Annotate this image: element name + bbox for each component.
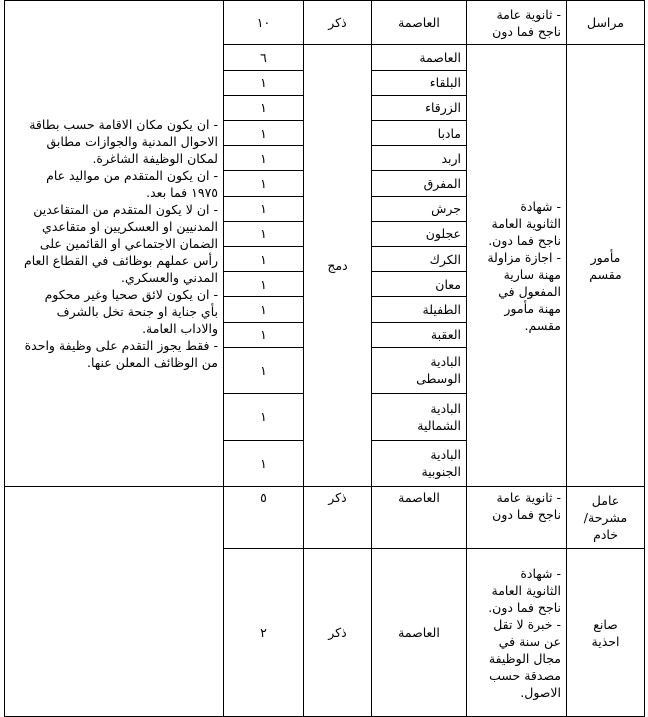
governorate-cell: الزرقاء xyxy=(372,95,467,120)
conditions-empty-cell xyxy=(5,486,224,716)
count-cell: ١ xyxy=(224,120,304,145)
governorate-cell: البادية الشمالية xyxy=(372,394,467,440)
count-cell: ٦ xyxy=(224,45,304,70)
qualification-cell: - شهادة الثانوية العامة ناجح فما دون. - خبرة لا تقل عن سنة في مجال الوظيفة مصدقة حسب الاصول. xyxy=(467,549,567,717)
governorate-cell: البادية الجنوبية xyxy=(372,440,467,486)
count-cell: ١ xyxy=(224,347,304,393)
count-cell: ١ xyxy=(224,196,304,221)
gender-cell: ذكر xyxy=(304,549,372,717)
governorate-cell: العاصمة xyxy=(372,1,467,45)
count-cell: ١ xyxy=(224,272,304,297)
governorate-cell: الطفيلة xyxy=(372,297,467,322)
governorate-cell: معان xyxy=(372,272,467,297)
governorate-cell: البلقاء xyxy=(372,70,467,95)
job-title-cell: مراسل xyxy=(567,1,645,45)
job-title-cell: صانع احذية xyxy=(567,549,645,717)
governorate-cell: عجلون xyxy=(372,221,467,246)
count-cell: ١ xyxy=(224,95,304,120)
count-cell: ١ xyxy=(224,70,304,95)
qualification-cell: - ثانوية عامة ناجح فما دون xyxy=(467,1,567,45)
governorate-cell: العاصمة xyxy=(372,45,467,70)
count-cell: ١ xyxy=(224,146,304,171)
count-cell: ١ xyxy=(224,221,304,246)
job-title-cell: عامل مشرحة/ خادم xyxy=(567,486,645,549)
count-cell: ٢ xyxy=(224,549,304,717)
governorate-cell: البادية الوسطى xyxy=(372,347,467,393)
governorate-cell: العقبة xyxy=(372,322,467,347)
gender-cell: ذكر xyxy=(304,486,372,549)
count-cell: ١٠ xyxy=(224,1,304,45)
governorate-cell: مادبا xyxy=(372,120,467,145)
vacancies-table xyxy=(4,0,645,717)
count-cell: ١ xyxy=(224,440,304,486)
conditions-cell: - ان يكون مكان الاقامة حسب بطاقة الاحوال المدنية والجوازات مطابق لمكان الوظيفة الشاغرة. - ان يكون المتقدم من مواليد عام ١٩٧٥ فما بعد. - ان لا يكون المتقدم من المتقاعدين المدنيين او العسكريين او متقاعدي الضمان الاجتماعي او القائمين على رأس عملهم بوظائف في القطاع العام المدني والعسكري. - ان يكون لائق صحيا وغير محكوم بأي جناية او جنحة تخل بالشرف والاداب العامة. - فقط يجوز التقدم على وظيفة واحدة من الوظائف المعلن عنها. xyxy=(5,1,224,487)
gender-cell: دمج xyxy=(304,45,372,487)
governorate-cell: الكرك xyxy=(372,246,467,271)
table-row xyxy=(5,1,645,45)
count-cell: ١ xyxy=(224,322,304,347)
qualification-cell: - شهادة الثانوية العامة ناجح فما دون. - اجازة مزاولة مهنة سارية المفعول في مهنة مأمور مقسم. xyxy=(467,45,567,487)
count-cell: ١ xyxy=(224,246,304,271)
governorate-cell: المفرق xyxy=(372,171,467,196)
count-cell: ١ xyxy=(224,171,304,196)
qualification-cell: - ثانوية عامة ناجح فما دون xyxy=(467,486,567,549)
count-cell: ١ xyxy=(224,297,304,322)
count-cell: ٥ xyxy=(224,486,304,549)
table-row xyxy=(5,486,645,549)
governorate-cell: اربد xyxy=(372,146,467,171)
governorate-cell: جرش xyxy=(372,196,467,221)
governorate-cell: العاصمة xyxy=(372,486,467,549)
gender-cell: ذكر xyxy=(304,1,372,45)
job-title-cell: مأمور مقسم xyxy=(567,45,645,487)
governorate-cell: العاصمة xyxy=(372,549,467,717)
count-cell: ١ xyxy=(224,394,304,440)
